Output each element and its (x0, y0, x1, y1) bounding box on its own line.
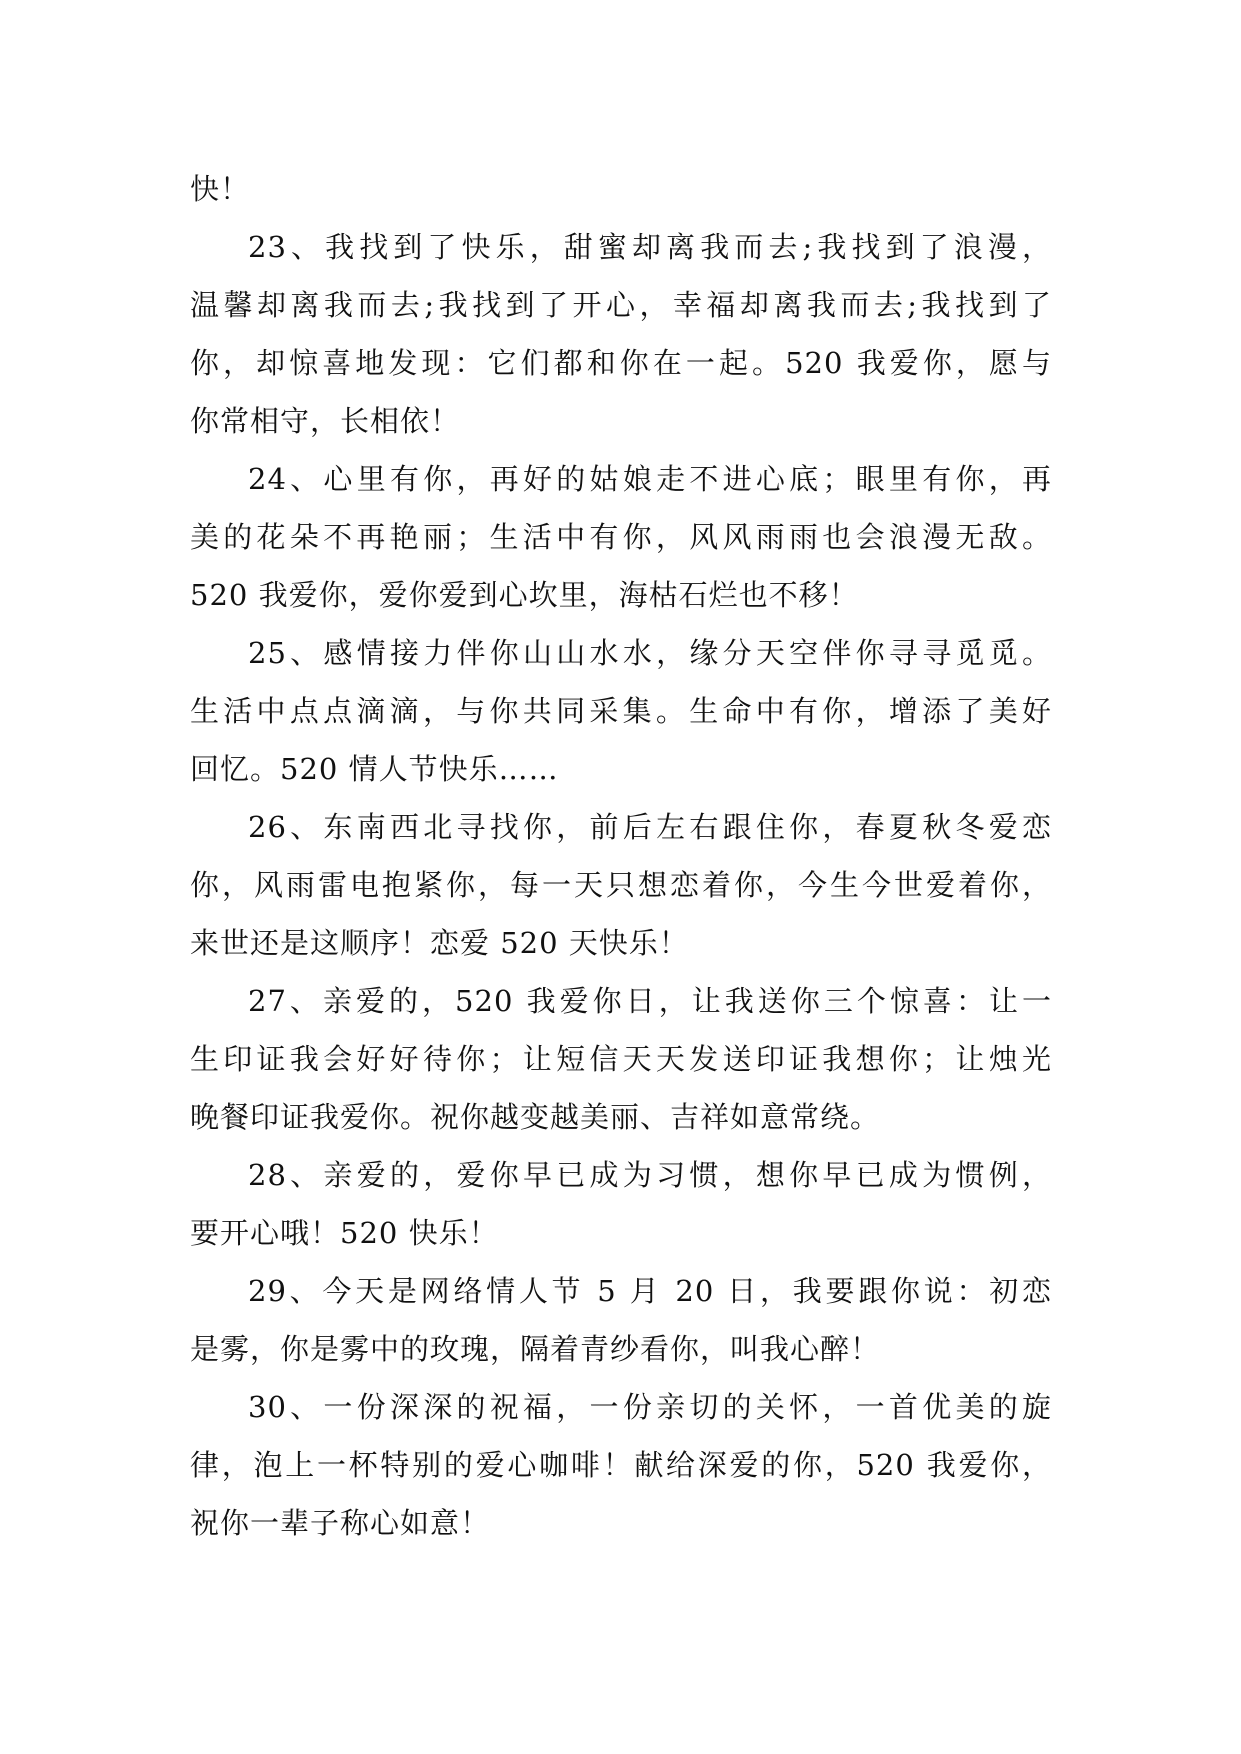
text-line: 祝你一辈子称心如意！ (190, 1506, 491, 1540)
text-line: 26、东南西北寻找你，前后左右跟住你，春夏秋冬爱恋 (248, 810, 1052, 844)
paragraph-23 (190, 218, 1052, 450)
text-line: 24、心里有你，再好的姑娘走不进心底；眼里有你，再 (248, 462, 1052, 496)
text-line: 生活中点点滴滴，与你共同采集。生命中有你，增添了美好 (190, 694, 1052, 728)
text-line: 是雾，你是雾中的玫瑰，隔着青纱看你，叫我心醉！ (190, 1332, 881, 1366)
text-line: 晚餐印证我爱你。祝你越变越美丽、吉祥如意常绕。 (190, 1100, 881, 1134)
document-body (190, 160, 1052, 1552)
text-line: 要开心哦！520 快乐！ (190, 1216, 499, 1250)
paragraph-24 (190, 450, 1052, 624)
paragraph-25 (190, 624, 1052, 798)
text-line: 温馨却离我而去;我找到了开心，幸福却离我而去;我找到了 (190, 288, 1052, 322)
paragraph-29 (190, 1262, 1052, 1378)
text-line: 23、我找到了快乐，甜蜜却离我而去;我找到了浪漫， (248, 230, 1052, 264)
text-line: 27、亲爱的，520 我爱你日，让我送你三个惊喜：让一 (248, 984, 1052, 1018)
paragraph-26 (190, 798, 1052, 972)
text-line: 回忆。520 情人节快乐…… (190, 752, 559, 786)
text-line: 律，泡上一杯特别的爱心咖啡！献给深爱的你，520 我爱你， (190, 1448, 1052, 1482)
text-line: 520 我爱你，爱你爱到心坎里，海枯石烂也不移！ (190, 578, 859, 612)
paragraph-28 (190, 1146, 1052, 1262)
text-line: 30、一份深深的祝福，一份亲切的关怀，一首优美的旋 (248, 1390, 1052, 1424)
text-line: 美的花朵不再艳丽；生活中有你，风风雨雨也会浪漫无敌。 (190, 520, 1052, 554)
text-line: 28、亲爱的，爱你早已成为习惯，想你早已成为惯例， (248, 1158, 1052, 1192)
text-line: 你，却惊喜地发现：它们都和你在一起。520 我爱你，愿与 (190, 346, 1052, 380)
text-line: 快！ (190, 172, 251, 206)
text-line: 25、感情接力伴你山山水水，缘分天空伴你寻寻觅觅。 (248, 636, 1052, 670)
paragraph-30 (190, 1378, 1052, 1552)
text-line: 你常相守，长相依！ (190, 404, 461, 438)
text-line: 29、今天是网络情人节 5 月 20 日，我要跟你说：初恋 (248, 1274, 1052, 1308)
text-line: 来世还是这顺序！恋爱 520 天快乐！ (190, 926, 689, 960)
paragraph-27 (190, 972, 1052, 1146)
text-line: 生印证我会好好待你；让短信天天发送印证我想你；让烛光 (190, 1042, 1052, 1076)
text-line: 你，风雨雷电抱紧你，每一天只想恋着你，今生今世爱着你， (190, 868, 1052, 902)
paragraph-22-tail (190, 160, 1052, 218)
